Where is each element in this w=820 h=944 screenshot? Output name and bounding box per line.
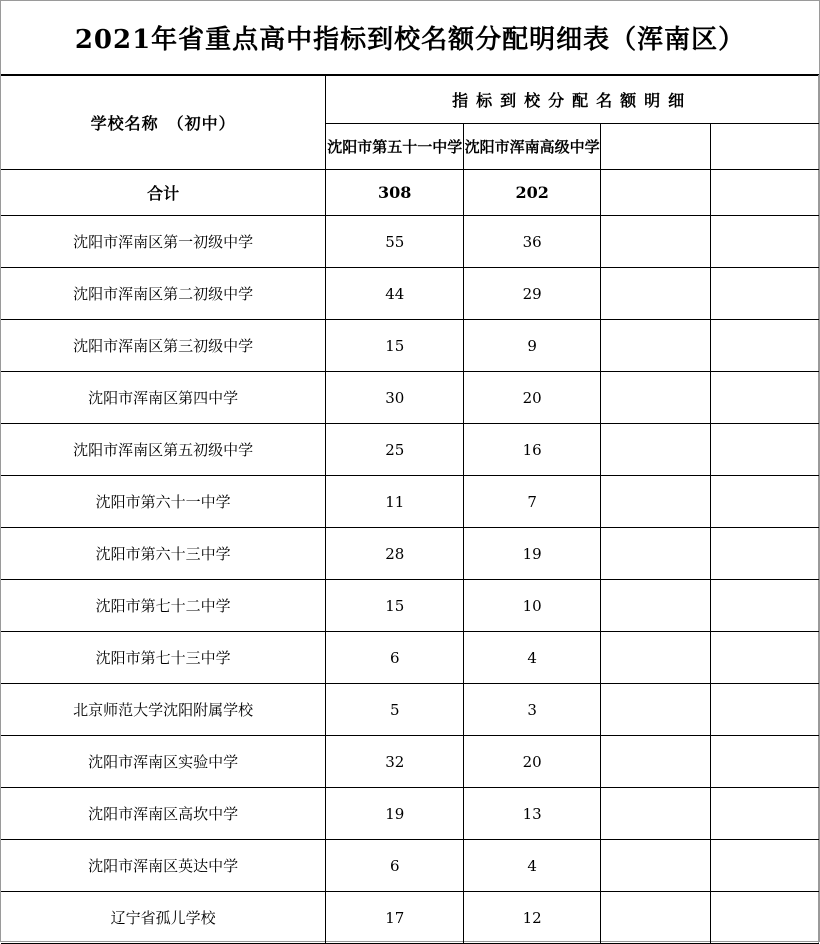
table-row	[1, 892, 819, 944]
school-name-cell: 沈阳市浑南区英达中学	[1, 840, 326, 892]
table-row	[1, 684, 819, 736]
total-row	[1, 170, 819, 216]
table-row	[1, 216, 819, 268]
table-row	[1, 320, 819, 372]
column-header	[601, 124, 711, 170]
quota-cell: 11	[326, 476, 464, 528]
empty-cell	[711, 840, 819, 892]
quota-cell: 7	[464, 476, 601, 528]
empty-cell	[711, 170, 819, 216]
page-title: 2021年省重点高中指标到校名额分配明细表（浑南区）	[1, 1, 819, 75]
empty-cell	[601, 268, 711, 320]
table-row	[1, 424, 819, 476]
column-header	[711, 124, 819, 170]
quota-cell: 15	[326, 580, 464, 632]
empty-cell	[711, 788, 819, 840]
school-name-cell: 沈阳市第六十三中学	[1, 528, 326, 580]
quota-cell: 15	[326, 320, 464, 372]
quota-cell: 25	[326, 424, 464, 476]
quota-cell: 29	[464, 268, 601, 320]
empty-cell	[601, 424, 711, 476]
school-name-cell: 辽宁省孤儿学校	[1, 892, 326, 944]
allocation-table	[1, 75, 819, 944]
empty-cell	[601, 476, 711, 528]
quota-cell: 17	[326, 892, 464, 944]
table-row	[1, 476, 819, 528]
empty-cell	[601, 788, 711, 840]
quota-cell: 20	[464, 736, 601, 788]
school-name-cell: 沈阳市浑南区第二初级中学	[1, 268, 326, 320]
empty-cell	[711, 528, 819, 580]
total-value: 308	[326, 170, 464, 216]
empty-cell	[601, 684, 711, 736]
table-row	[1, 788, 819, 840]
column-header: 沈阳市浑南高级中学	[464, 124, 601, 170]
table-row	[1, 268, 819, 320]
total-label: 合计	[1, 170, 326, 216]
quota-cell: 20	[464, 372, 601, 424]
school-name-cell: 沈阳市浑南区第三初级中学	[1, 320, 326, 372]
empty-cell	[601, 528, 711, 580]
empty-cell	[711, 320, 819, 372]
empty-cell	[711, 632, 819, 684]
table-row	[1, 736, 819, 788]
quota-cell: 30	[326, 372, 464, 424]
empty-cell	[711, 268, 819, 320]
table-row	[1, 372, 819, 424]
quota-cell: 16	[464, 424, 601, 476]
empty-cell	[601, 320, 711, 372]
table-row	[1, 840, 819, 892]
quota-cell: 36	[464, 216, 601, 268]
table-row	[1, 580, 819, 632]
school-name-cell: 沈阳市第七十三中学	[1, 632, 326, 684]
empty-cell	[601, 632, 711, 684]
quota-cell: 12	[464, 892, 601, 944]
quota-cell: 44	[326, 268, 464, 320]
table-row	[1, 528, 819, 580]
school-name-header: 学校名称 （初中）	[1, 76, 326, 170]
empty-cell	[711, 580, 819, 632]
school-name-cell: 北京师范大学沈阳附属学校	[1, 684, 326, 736]
school-name-cell: 沈阳市浑南区第五初级中学	[1, 424, 326, 476]
column-header: 沈阳市第五十一中学	[326, 124, 464, 170]
total-value: 202	[464, 170, 601, 216]
school-name-cell: 沈阳市浑南区高坎中学	[1, 788, 326, 840]
header-row-group	[1, 76, 819, 124]
empty-cell	[601, 736, 711, 788]
quota-cell: 6	[326, 840, 464, 892]
empty-cell	[601, 580, 711, 632]
allocation-group-header: 指标到校分配名额明细	[326, 76, 819, 124]
empty-cell	[601, 892, 711, 944]
quota-cell: 9	[464, 320, 601, 372]
school-name-cell: 沈阳市浑南区第四中学	[1, 372, 326, 424]
empty-cell	[601, 216, 711, 268]
quota-cell: 10	[464, 580, 601, 632]
quota-cell: 19	[326, 788, 464, 840]
quota-cell: 4	[464, 840, 601, 892]
empty-cell	[711, 684, 819, 736]
table-row	[1, 632, 819, 684]
quota-cell: 28	[326, 528, 464, 580]
school-name-cell: 沈阳市第六十一中学	[1, 476, 326, 528]
empty-cell	[711, 736, 819, 788]
quota-cell: 4	[464, 632, 601, 684]
empty-cell	[601, 372, 711, 424]
school-name-cell: 沈阳市浑南区第一初级中学	[1, 216, 326, 268]
empty-cell	[711, 476, 819, 528]
empty-cell	[601, 170, 711, 216]
quota-cell: 32	[326, 736, 464, 788]
quota-cell: 5	[326, 684, 464, 736]
quota-cell: 3	[464, 684, 601, 736]
empty-cell	[601, 840, 711, 892]
quota-cell: 19	[464, 528, 601, 580]
empty-cell	[711, 216, 819, 268]
empty-cell	[711, 424, 819, 476]
quota-cell: 55	[326, 216, 464, 268]
school-name-cell: 沈阳市浑南区实验中学	[1, 736, 326, 788]
school-name-cell: 沈阳市第七十二中学	[1, 580, 326, 632]
quota-cell: 13	[464, 788, 601, 840]
empty-cell	[711, 892, 819, 944]
quota-cell: 6	[326, 632, 464, 684]
empty-cell	[711, 372, 819, 424]
